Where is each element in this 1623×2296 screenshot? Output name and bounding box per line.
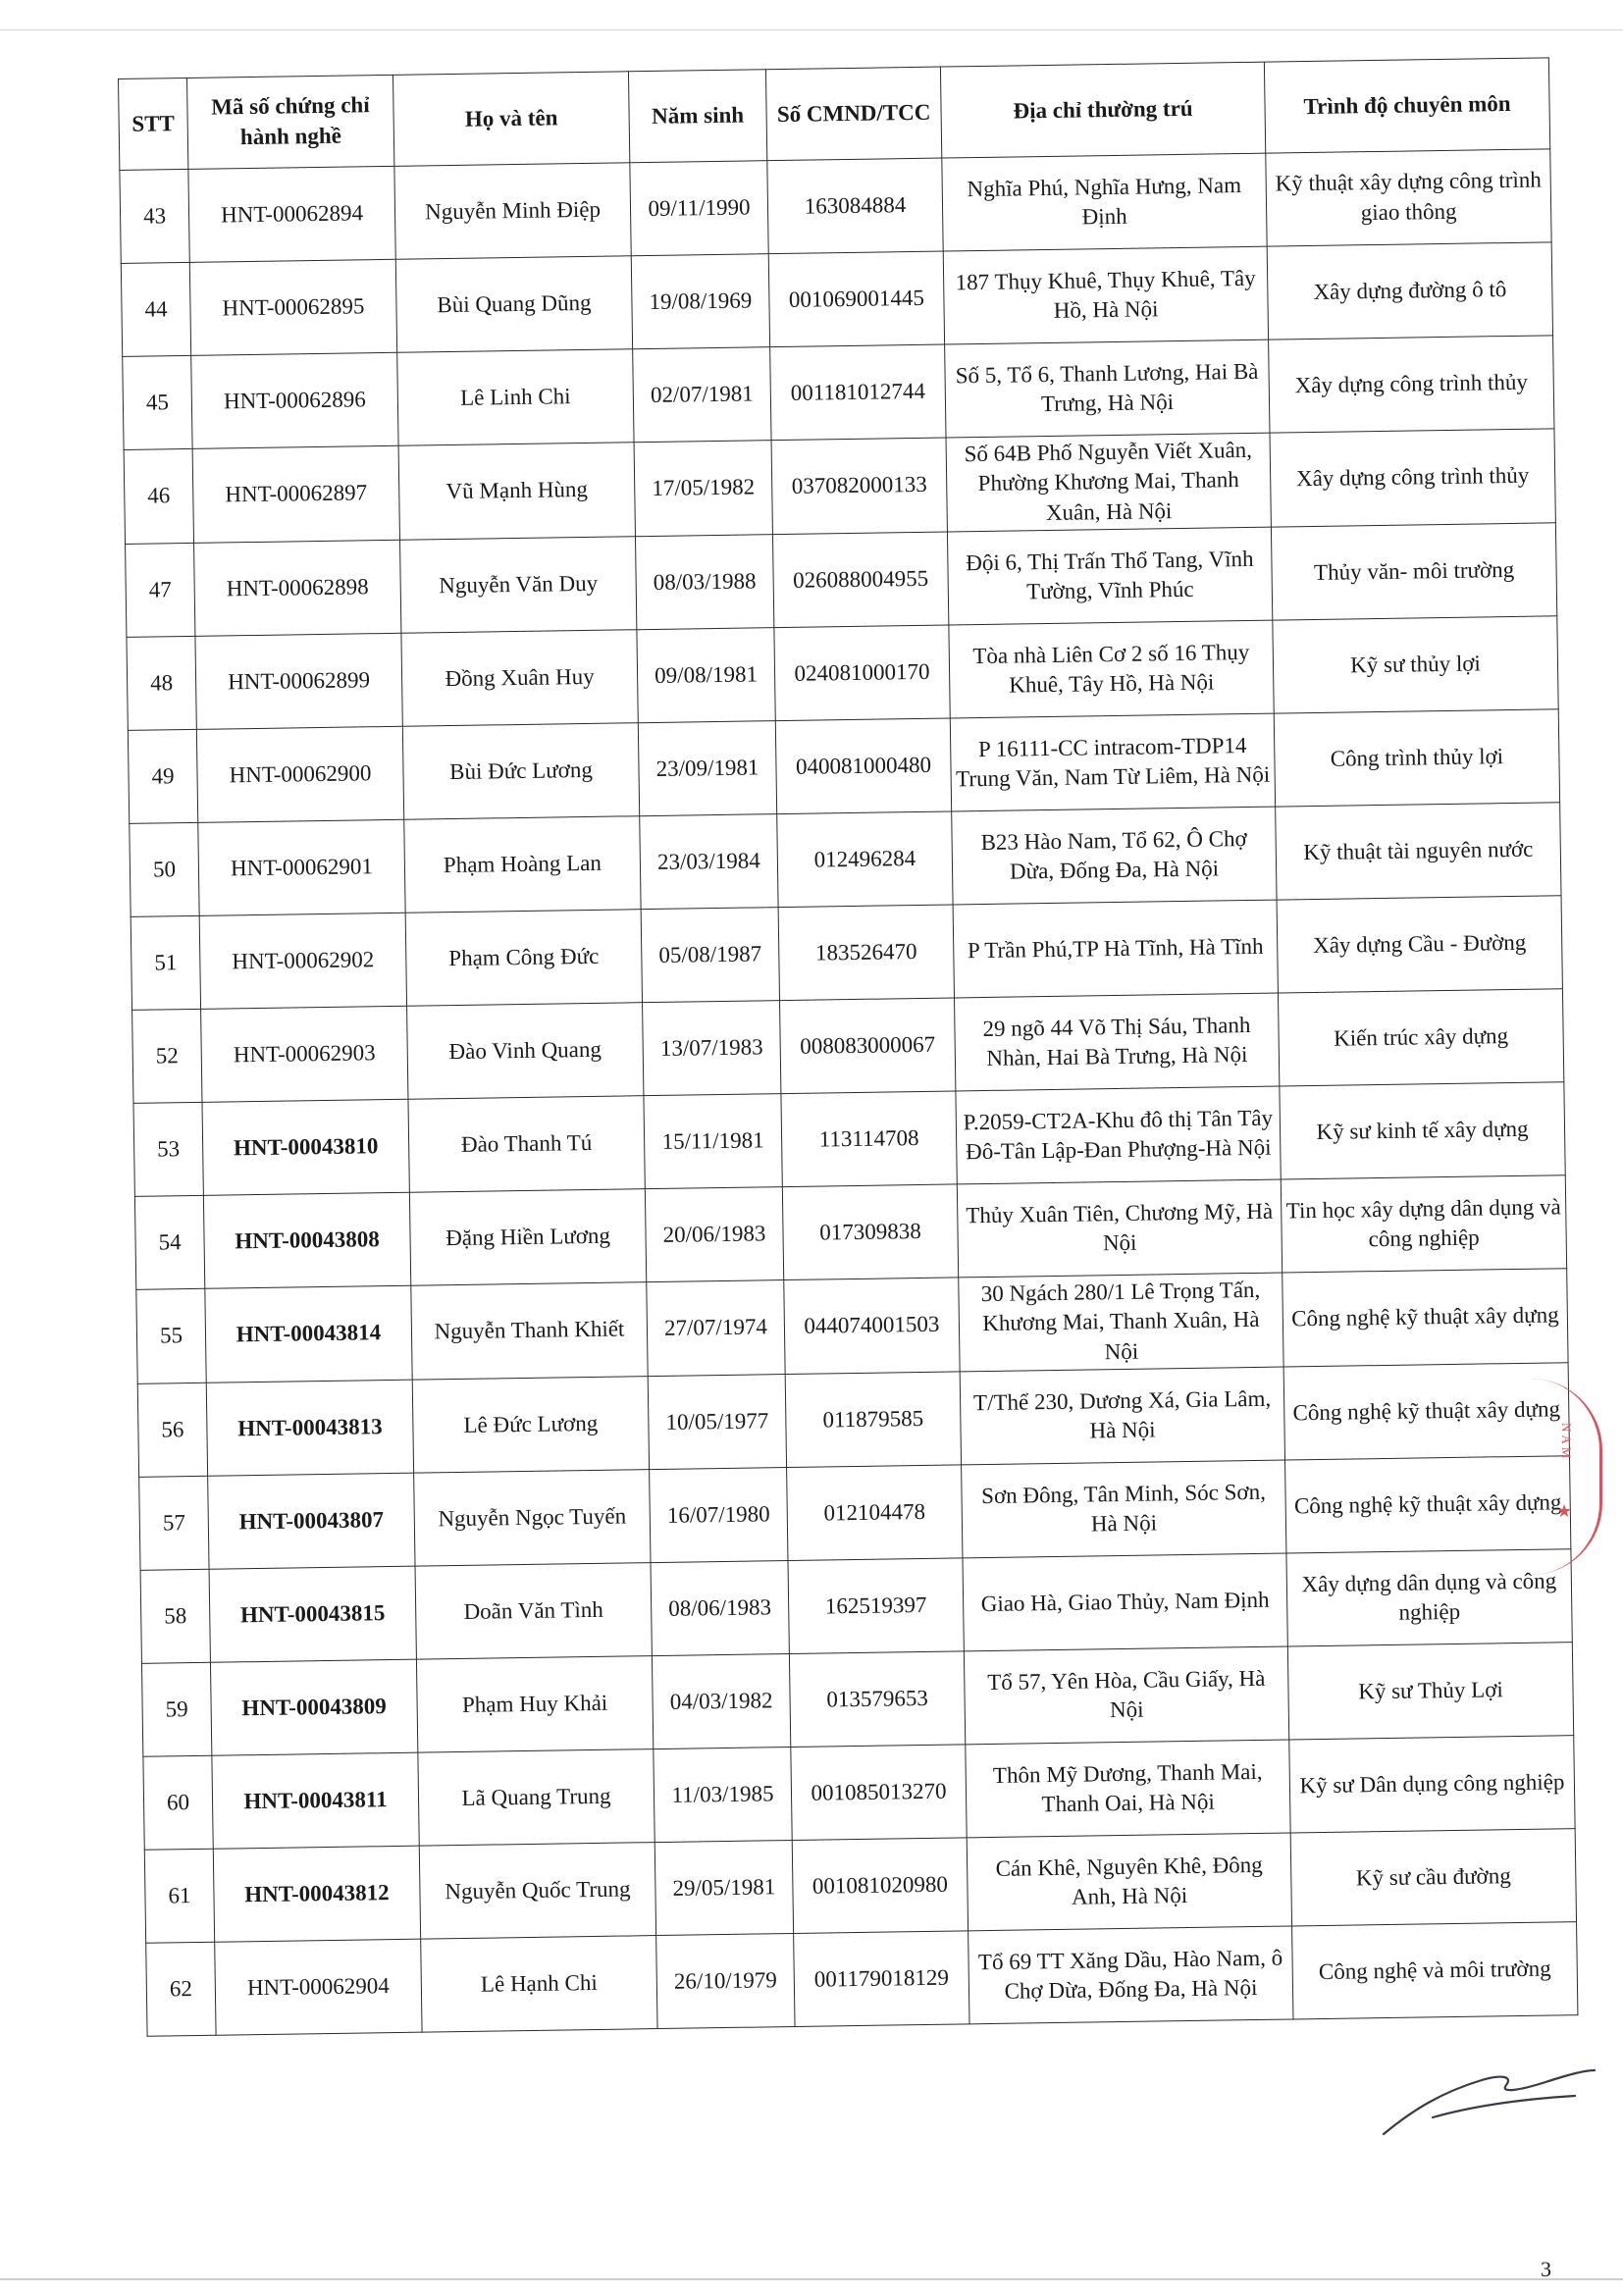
cell-stt: 57 — [139, 1476, 209, 1570]
cell-id-number: 012496284 — [777, 811, 953, 908]
cell-qualification: Công nghệ kỹ thuật xây dựng — [1283, 1269, 1568, 1367]
cell-address: P 16111-CC intracom-TDP14 Trung Văn, Nam Từ Liêm, Hà Nội — [950, 713, 1275, 811]
cell-stt: 51 — [131, 915, 200, 1010]
bottom-divider-line — [0, 2278, 1623, 2280]
cell-qualification: Công nghệ kỹ thuật xây dựng — [1285, 1456, 1571, 1553]
cell-qualification: Xây dựng Cầu - Đường — [1277, 896, 1562, 993]
cell-certificate-code: HNT-00043810 — [202, 1099, 409, 1195]
cell-qualification: Xây dựng công trình thủy — [1270, 429, 1555, 527]
cell-full-name: Lê Hạnh Chi — [421, 1936, 657, 2033]
cell-stt: 56 — [137, 1383, 207, 1477]
cell-certificate-code: HNT-00062903 — [201, 1006, 408, 1102]
cell-stt: 49 — [128, 729, 197, 823]
cell-certificate-code: HNT-00043809 — [210, 1659, 417, 1755]
cell-address: Tổ 57, Yên Hòa, Cầu Giấy, Hà Nội — [964, 1646, 1288, 1745]
cell-address: Thôn Mỹ Dương, Thanh Mai, Thanh Oai, Hà Nội — [966, 1740, 1290, 1838]
cell-stt: 43 — [120, 169, 189, 263]
cell-id-number: 026088004955 — [772, 532, 948, 628]
cell-address: Tòa nhà Liên Cơ 2 số 16 Thụy Khuê, Tây Hồ, Hà Nội — [949, 620, 1274, 718]
cell-id-number: 037082000133 — [771, 438, 947, 535]
cell-stt: 58 — [140, 1569, 210, 1663]
cell-birth-date: 04/03/1982 — [652, 1654, 790, 1749]
stamp-text: NAM — [1559, 1423, 1574, 1462]
cell-certificate-code: HNT-00062898 — [194, 540, 401, 636]
cell-birth-date: 20/06/1983 — [645, 1187, 783, 1282]
cell-birth-date: 29/05/1981 — [654, 1841, 793, 1936]
cell-stt: 47 — [126, 543, 195, 637]
cell-stt: 62 — [146, 1942, 216, 2036]
cell-birth-date: 16/07/1980 — [650, 1468, 788, 1563]
cell-address: Thủy Xuân Tiên, Chương Mỹ, Hà Nội — [957, 1179, 1282, 1278]
cell-full-name: Vũ Mạnh Hùng — [398, 443, 635, 541]
cell-address: 187 Thụy Khuê, Thụy Khuê, Tây Hồ, Hà Nội — [943, 246, 1268, 344]
page-number: 3 — [1541, 2257, 1551, 2281]
cell-full-name: Bùi Đức Lương — [402, 723, 639, 820]
cell-birth-date: 05/08/1987 — [641, 908, 779, 1003]
cell-id-number: 183526470 — [778, 905, 954, 1001]
cell-address: Số 64B Phố Nguyễn Viết Xuân, Phường Khương Mai, Thanh Xuân, Hà Nội — [946, 433, 1271, 532]
cell-certificate-code: HNT-00043808 — [203, 1192, 410, 1288]
cell-address: Cán Khê, Nguyên Khê, Đông Anh, Hà Nội — [967, 1833, 1291, 1931]
cell-full-name: Đào Thanh Tú — [408, 1096, 645, 1193]
cell-qualification: Công trình thủy lợi — [1274, 709, 1559, 807]
cell-full-name: Phạm Hoàng Lan — [404, 816, 641, 913]
cell-address: Tổ 69 TT Xăng Dầu, Hào Nam, ô Chợ Dừa, Đống Đa, Hà Nội — [969, 1926, 1293, 2024]
cell-stt: 53 — [133, 1102, 203, 1196]
cell-birth-date: 02/07/1981 — [633, 347, 771, 443]
cell-address: 30 Ngách 280/1 Lê Trọng Tấn, Khương Mai, Thanh Xuân, Hà Nội — [959, 1273, 1283, 1372]
cell-birth-date: 23/03/1984 — [640, 814, 778, 910]
cell-stt: 61 — [144, 1849, 214, 1943]
cell-birth-date: 11/03/1985 — [654, 1748, 792, 1843]
cell-certificate-code: HNT-00043815 — [209, 1566, 416, 1662]
cell-full-name: Nguyễn Thanh Khiết — [411, 1282, 648, 1381]
header-address: Địa chỉ thường trú — [940, 62, 1265, 158]
cell-certificate-code: HNT-00062897 — [192, 445, 399, 543]
cell-address: T/Thể 230, Dương Xá, Gia Lâm, Hà Nội — [960, 1367, 1284, 1465]
cell-full-name: Nguyễn Minh Điệp — [394, 163, 631, 260]
table-row — [146, 1922, 1578, 2037]
cell-certificate-code: HNT-00062896 — [191, 352, 398, 448]
cell-qualification: Kỹ sư Thủy Lợi — [1287, 1643, 1573, 1740]
roster-table — [118, 57, 1578, 2037]
cell-full-name: Đào Vinh Quang — [407, 1003, 644, 1100]
cell-certificate-code: HNT-00062902 — [199, 913, 406, 1009]
cell-stt: 60 — [143, 1755, 213, 1850]
cell-qualification: Công nghệ và môi trường — [1292, 1922, 1578, 2019]
cell-qualification: Kỹ sư kinh tế xây dựng — [1280, 1082, 1565, 1179]
cell-birth-date: 15/11/1981 — [644, 1094, 782, 1189]
cell-full-name: Nguyễn Ngọc Tuyến — [414, 1470, 651, 1567]
cell-qualification: Kỹ sư thủy lợi — [1273, 616, 1558, 713]
cell-birth-date: 26/10/1979 — [656, 1934, 795, 2029]
handwritten-signature — [1374, 2031, 1609, 2149]
cell-stt: 52 — [132, 1009, 202, 1103]
cell-id-number: 163084884 — [767, 158, 943, 254]
cell-id-number: 040081000480 — [775, 718, 951, 814]
cell-id-number: 044074001503 — [784, 1278, 960, 1375]
cell-full-name: Nguyễn Quốc Trung — [419, 1843, 655, 1940]
cell-id-number: 024081000170 — [774, 625, 950, 721]
cell-full-name: Phạm Huy Khải — [416, 1656, 653, 1753]
header-stt: STT — [119, 78, 188, 170]
cell-address: 29 ngõ 44 Võ Thị Sáu, Thanh Nhàn, Hai Bà Trưng, Hà Nội — [954, 993, 1279, 1091]
cell-qualification: Xây dựng dân dụng và công nghiệp — [1286, 1549, 1572, 1646]
cell-id-number: 001069001445 — [768, 251, 944, 347]
cell-id-number: 162519397 — [788, 1558, 964, 1654]
red-seal-stamp — [1531, 1379, 1602, 1575]
cell-id-number: 113114708 — [781, 1091, 957, 1187]
cell-qualification: Xây dựng công trình thủy — [1269, 336, 1554, 433]
cell-birth-date: 13/07/1983 — [643, 1001, 781, 1096]
cell-stt: 50 — [130, 822, 199, 916]
cell-address: Số 5, Tổ 6, Thanh Lương, Hai Bà Trưng, Hà Nội — [945, 339, 1270, 438]
cell-full-name: Lê Linh Chi — [397, 349, 634, 446]
table-body — [120, 149, 1578, 2037]
cell-address: B23 Hào Nam, Tổ 62, Ô Chợ Dừa, Đống Đa, Hà Nội — [952, 807, 1277, 905]
cell-certificate-code: HNT-00043807 — [208, 1473, 415, 1569]
cell-qualification: Xây dựng đường ô tô — [1267, 242, 1552, 339]
cell-stt: 55 — [136, 1288, 206, 1383]
cell-qualification: Kỹ sư cầu đường — [1290, 1829, 1576, 1926]
cell-full-name: Phạm Công Đức — [405, 910, 642, 1007]
cell-birth-date: 10/05/1977 — [648, 1375, 786, 1470]
cell-full-name: Lê Đức Lương — [412, 1377, 649, 1474]
cell-qualification: Thủy văn- môi trường — [1271, 523, 1556, 620]
cell-id-number: 011879585 — [785, 1372, 961, 1468]
cell-certificate-code: HNT-00062901 — [198, 819, 405, 915]
cell-birth-date: 09/11/1990 — [630, 161, 768, 256]
cell-certificate-code: HNT-00062899 — [195, 633, 402, 729]
cell-full-name: Bùi Quang Dũng — [395, 256, 632, 353]
cell-stt: 44 — [121, 262, 190, 356]
cell-id-number: 001081020980 — [792, 1838, 968, 1934]
cell-id-number: 012104478 — [787, 1465, 963, 1561]
cell-stt: 48 — [127, 636, 196, 730]
cell-address: Đội 6, Thị Trấn Thổ Tang, Vĩnh Tường, Vĩnh Phúc — [947, 527, 1272, 625]
header-full-name: Họ và tên — [393, 72, 629, 167]
cell-certificate-code: HNT-00062904 — [215, 1939, 422, 2035]
cell-birth-date: 17/05/1982 — [634, 441, 772, 537]
cell-birth-date: 09/08/1981 — [637, 628, 775, 723]
header-id-number: Số CMND/TCC — [765, 67, 941, 161]
cell-id-number: 017309838 — [782, 1184, 958, 1280]
cell-qualification: Kiến trúc xây dựng — [1278, 989, 1563, 1086]
header-certificate-code: Mã số chứng chỉ hành nghề — [186, 75, 393, 169]
document-sheet — [118, 57, 1577, 2037]
cell-certificate-code: HNT-00043813 — [206, 1380, 413, 1476]
cell-stt: 54 — [134, 1195, 204, 1289]
cell-id-number: 001181012744 — [770, 344, 946, 441]
cell-full-name: Nguyễn Văn Duy — [400, 537, 637, 634]
cell-certificate-code: HNT-00062900 — [196, 726, 403, 822]
stamp-star-icon: ★ — [1556, 1501, 1573, 1521]
cell-full-name: Đặng Hiền Lương — [409, 1189, 646, 1286]
cell-certificate-code: HNT-00062895 — [189, 259, 396, 355]
cell-certificate-code: HNT-00043811 — [212, 1752, 419, 1849]
cell-qualification: Kỹ thuật xây dựng công trình giao thông — [1266, 149, 1551, 246]
cell-address: Nghĩa Phú, Nghĩa Hưng, Nam Định — [942, 153, 1267, 251]
top-divider-line — [0, 29, 1623, 30]
cell-stt: 59 — [141, 1662, 211, 1756]
cell-birth-date: 19/08/1969 — [631, 254, 769, 349]
cell-full-name: Doãn Văn Tình — [415, 1563, 652, 1660]
cell-address: P.2059-CT2A-Khu đô thị Tân Tây Đô-Tân Lập-Đan Phượng-Hà Nội — [956, 1086, 1281, 1184]
cell-id-number: 001085013270 — [791, 1745, 967, 1841]
cell-qualification: Tin học xây dựng dân dụng và công nghiệp — [1281, 1175, 1566, 1273]
cell-address: P Trần Phú,TP Hà Tĩnh, Hà Tĩnh — [953, 900, 1278, 998]
cell-qualification: Công nghệ kỹ thuật xây dựng — [1283, 1363, 1569, 1460]
cell-id-number: 008083000067 — [780, 998, 956, 1094]
cell-full-name: Đồng Xuân Huy — [401, 630, 638, 727]
cell-certificate-code: HNT-00062894 — [188, 166, 395, 262]
cell-address: Giao Hà, Giao Thủy, Nam Định — [963, 1553, 1287, 1651]
cell-certificate-code: HNT-00043812 — [213, 1846, 420, 1942]
cell-id-number: 013579653 — [789, 1651, 965, 1748]
cell-stt: 46 — [124, 448, 193, 544]
cell-address: Sơn Đông, Tân Minh, Sóc Sơn, Hà Nội — [962, 1460, 1286, 1558]
cell-birth-date: 08/03/1988 — [635, 535, 773, 630]
cell-birth-date: 27/07/1974 — [647, 1280, 785, 1377]
cell-birth-date: 08/06/1983 — [651, 1561, 789, 1656]
cell-birth-date: 23/09/1981 — [638, 721, 776, 816]
cell-qualification: Kỹ sư Dân dụng công nghiệp — [1289, 1736, 1575, 1833]
header-qualification: Trình độ chuyên môn — [1264, 58, 1549, 153]
header-birth-date: Năm sinh — [628, 70, 766, 163]
cell-id-number: 001179018129 — [794, 1931, 969, 2027]
cell-full-name: Lã Quang Trung — [418, 1749, 654, 1847]
cell-stt: 45 — [123, 355, 192, 449]
cell-certificate-code: HNT-00043814 — [205, 1285, 412, 1383]
cell-qualification: Kỹ thuật tài nguyên nước — [1276, 803, 1561, 900]
